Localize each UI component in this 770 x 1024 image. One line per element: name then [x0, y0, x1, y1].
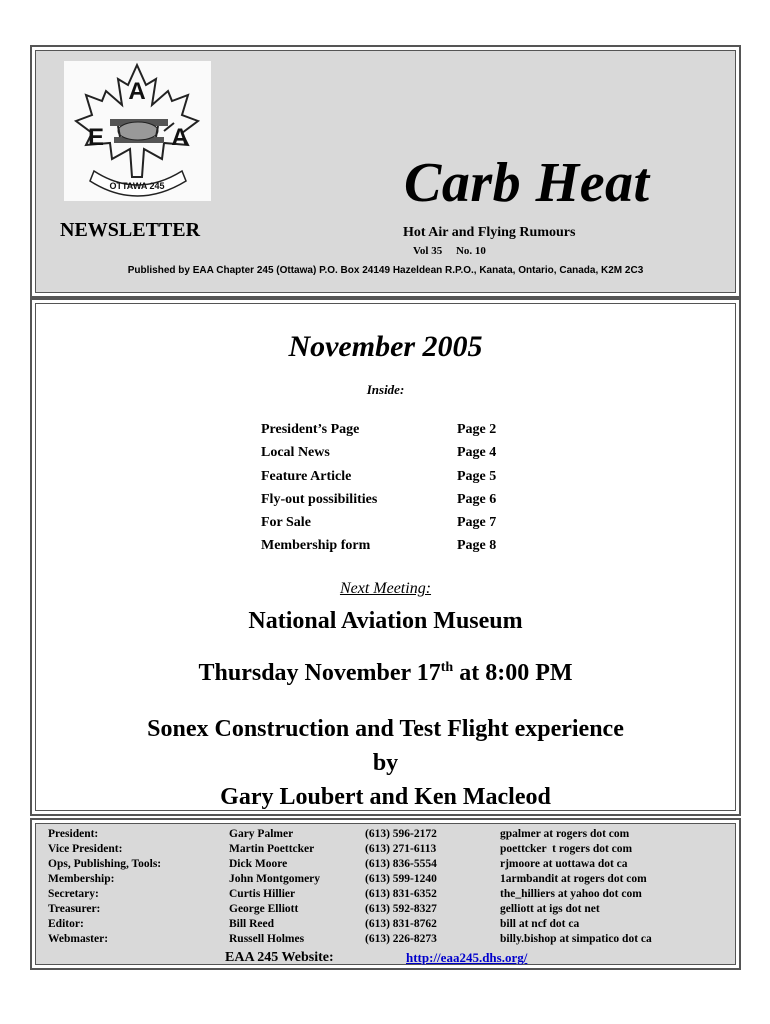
masthead [30, 45, 741, 298]
officer-role: Membership: [48, 873, 115, 885]
toc-row [261, 492, 521, 515]
logo-letter-top: A [128, 78, 146, 105]
officer-phone: (613) 836-5554 [365, 858, 437, 870]
inside-label: Inside: [366, 382, 405, 397]
toc-row [261, 469, 521, 492]
meeting-date: Thursday November 17 [198, 660, 441, 686]
next-meeting-label: Next Meeting: [339, 580, 432, 597]
officer-name: Martin Poettcker [229, 843, 315, 855]
officer-email: 1armbandit at rogers dot com [500, 873, 647, 885]
officer-role: President: [48, 828, 99, 840]
officer-role: Ops, Publishing, Tools: [48, 858, 162, 870]
logo-letter-right: A [171, 124, 189, 151]
toc-page: Page 2 [457, 422, 497, 437]
toc-page: Page 4 [457, 445, 497, 461]
masthead-panel [35, 50, 736, 293]
toc-row [261, 538, 521, 561]
meeting-datetime [36, 660, 735, 687]
officer-name: Bill Reed [229, 918, 275, 930]
officer-role: Treasurer: [48, 903, 101, 915]
officer-name: Russell Holmes [229, 933, 305, 945]
toc-title: President’s Page [261, 422, 360, 437]
toc-title: Feature Article [261, 468, 352, 484]
issue-content-inner [35, 303, 736, 811]
officer-email: rjmoore at uottawa dot ca [500, 858, 628, 870]
officer-phone: (613) 592-8327 [365, 903, 437, 915]
officer-email: billy.bishop at simpatico dot ca [500, 933, 652, 945]
meeting-topic: Sonex Construction and Test Flight experience [147, 716, 624, 742]
officer-name: Dick Moore [229, 858, 288, 870]
meeting-time: at 8:00 PM [453, 660, 573, 686]
officer-email: bill at ncf dot ca [500, 918, 580, 930]
toc-title: Fly-out possibilities [261, 491, 378, 507]
officer-role: Secretary: [48, 888, 99, 900]
toc-page: Page 8 [457, 538, 497, 554]
officer-email: gelliott at igs dot net [500, 903, 600, 915]
website-label: EAA 245 Website: [225, 950, 334, 965]
toc-row [261, 515, 521, 538]
table-of-contents [261, 422, 521, 562]
officer-phone: (613) 831-6352 [365, 888, 437, 900]
toc-page: Page 5 [457, 468, 497, 484]
publisher-line: Published by EAA Chapter 245 (Ottawa) P.O. Box 24149 Hazeldean R.P.O., Kanata, Ontario, Canada, K2M 2C3 [127, 265, 644, 276]
officer-email: the_hilliers at yahoo dot com [500, 888, 642, 900]
toc-title: Local News [261, 445, 330, 461]
by-word: by [372, 750, 399, 776]
meeting-speakers: Gary Loubert and Ken Macleod [220, 784, 551, 810]
officer-phone: (613) 599-1240 [365, 873, 437, 885]
officer-phone: (613) 831-8762 [365, 918, 437, 930]
meeting-venue: National Aviation Museum [248, 608, 523, 634]
date-ordinal-suffix: th [440, 660, 454, 675]
officer-phone: (613) 226-8273 [365, 933, 437, 945]
newsletter-subtitle: Hot Air and Flying Rumours [403, 225, 576, 240]
officer-role: Vice President: [48, 843, 123, 855]
officer-email: gpalmer at rogers dot com [500, 828, 630, 840]
officer-role: Webmaster: [48, 933, 109, 945]
officer-email: poettcker t rogers dot com [500, 843, 633, 855]
officers-panel [35, 823, 736, 965]
volume-number: Vol 35 No. 10 [413, 245, 486, 257]
officers-directory [30, 818, 741, 970]
toc-page: Page 7 [457, 515, 497, 531]
toc-title: Membership form [261, 538, 371, 554]
toc-row [261, 445, 521, 468]
officer-phone: (613) 596-2172 [365, 828, 437, 840]
logo-letter-left: E [87, 124, 105, 151]
newsletter-label: NEWSLETTER [60, 219, 201, 241]
toc-row [261, 422, 521, 445]
issue-content [30, 298, 741, 816]
toc-title: For Sale [261, 515, 311, 531]
issue-date: November 2005 [288, 330, 483, 363]
officer-name: Gary Palmer [229, 828, 294, 840]
eaa-ottawa-logo [64, 61, 211, 201]
officer-name: John Montgomery [229, 873, 321, 885]
officer-name: George Elliott [229, 903, 299, 915]
logo-banner-text: OTTAWA 245 [109, 181, 165, 191]
newsletter-title: Carb Heat [404, 152, 650, 214]
toc-page: Page 6 [457, 491, 497, 507]
officer-name: Curtis Hillier [229, 888, 296, 900]
officer-role: Editor: [48, 918, 84, 930]
website-link[interactable]: http://eaa245.dhs.org/ [406, 950, 528, 965]
officer-phone: (613) 271-6113 [365, 843, 437, 855]
